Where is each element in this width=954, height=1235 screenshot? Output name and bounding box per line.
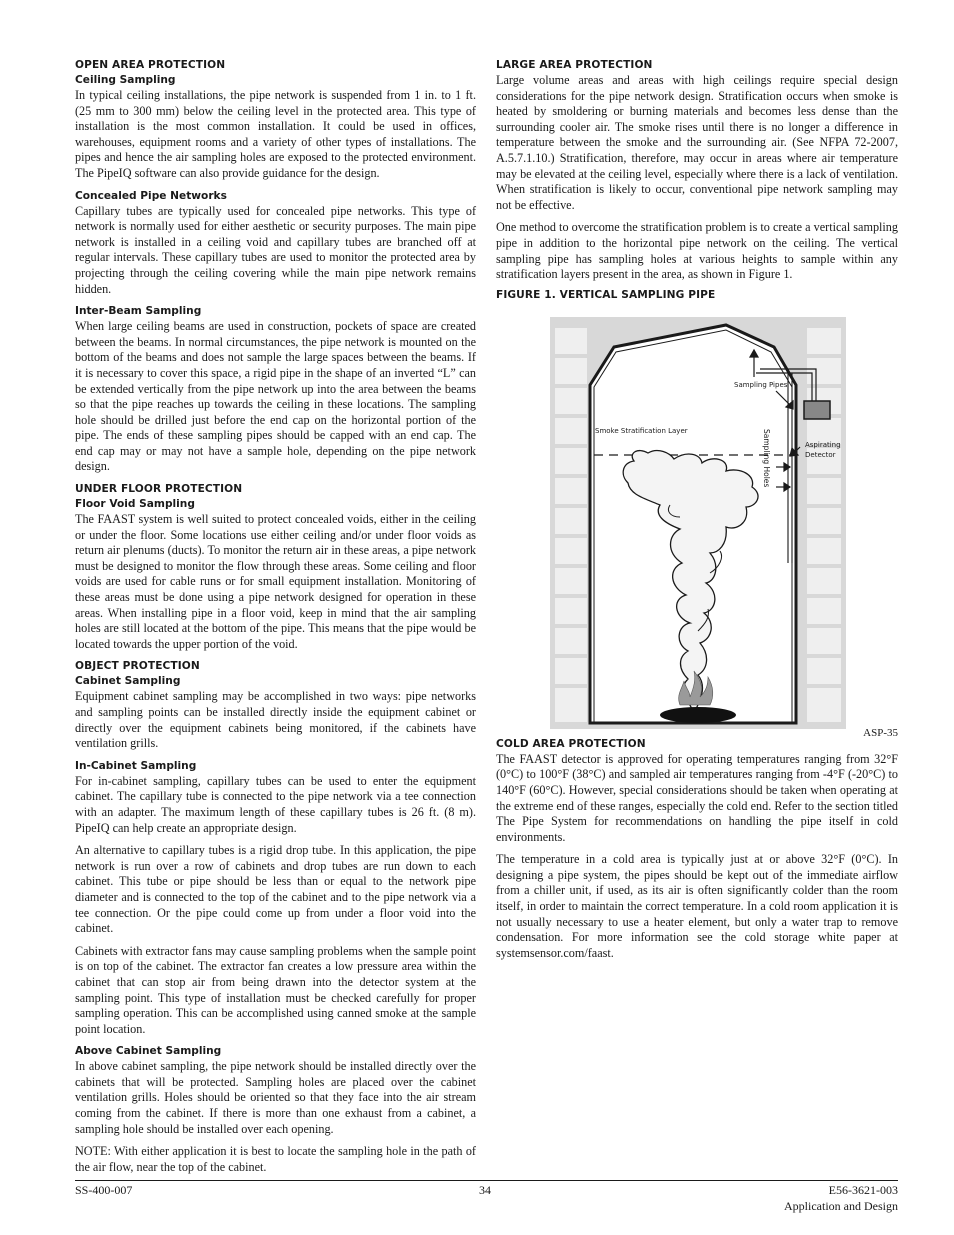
figure-title: FIGURE 1. VERTICAL SAMPLING PIPE	[496, 288, 716, 301]
large-area-text-1: Large volume areas and areas with high ceilings require special design considerations for the pipe network design. Stratification occurs when smoke is heated by smoldering or burning materials and becomes less dense than the surrounding cooler air. The smoke rises until there is no longer a difference in temperature between the smoke and the surrounding air. (See NFPA 72-2007, A.5.7.1.10.) Stratification, therefore, may occur in areas where air temperature may be elevated at the ceiling level, especially where there is a lack of ventilation. When stratification is likely to occur, conventional pipe network sampling may not be effective.	[496, 73, 898, 212]
footer-part-number: E56-3621-003	[828, 1183, 898, 1197]
cold-area-text-1: The FAAST detector is approved for operating temperatures ranging from 32°F (0°C) to 100°F (38°C) and sampled air temperatures ranging from -4°F (-20°C) to 140°F (60°C). However, special considerations should be taken when operating at the extreme end of these ranges, especially the cold end. Refer to the section titled The Pipe System for recommendations on handling the pipe itself in cold environments.	[496, 751, 898, 844]
note-text: NOTE: With either application it is best to locate the sampling hole in the path of the air flow, near the top of the cabinet.	[75, 1144, 476, 1174]
left-wall	[554, 327, 588, 723]
in-cabinet-heading: In-Cabinet Sampling	[75, 759, 197, 772]
above-cabinet-heading: Above Cabinet Sampling	[75, 1045, 222, 1058]
left-column	[75, 58, 476, 1182]
fire-source	[660, 707, 736, 723]
footer-right	[784, 1183, 898, 1214]
footer-section: Application and Design	[784, 1198, 898, 1213]
in-cabinet-text-3: Cabinets with extractor fans may cause sampling problems when the sample point is on top of the cabinet. The extractor fan creates a low pressure area within the cabinet that can stop air from being drawn into the detector system at the sampling point. This type of installation must be checked carefully for proper sampling operation. This can be accomplished using canned smoke at the sample point location.	[75, 943, 476, 1036]
aspirating-detector	[804, 401, 830, 419]
label-detector: Detector	[805, 450, 836, 459]
label-sampling-holes: Sampling Holes	[762, 428, 771, 488]
vertical-sampling-pipe-diagram	[550, 317, 846, 729]
inter-beam-text: When large ceiling beams are used in construction, pockets of space are created between the beams. In normal circumstances, the pipe network is mounted on the bottom of the beams and does not sample the large spaces between the beams. If it is necessary to cover this space, a rigid pipe in the shape of an inverted “L” can be extended vertically from the pipe network up into the area between the beams so that the pipe reaches up towards the ceiling in these locations. The sampling hole should be drilled just before the end cap on the horizontal portion of the pipe. The ends of these sampling pipes should be capped with an end cap. The end cap may or may not have a sample hole, depending on the pipe network design.	[75, 319, 476, 474]
under-floor-heading: UNDER FLOOR PROTECTION	[75, 483, 243, 496]
label-aspirating: Aspirating	[805, 440, 841, 449]
concealed-pipe-text: Capillary tubes are typically used for concealed pipe networks. This type of network is normally used for either aesthetic or security purposes. The main pipe network is installed in a ceiling void and capillary tubes are branched off at regular intervals. These capillary tubes are used to monitor the protected area by projecting through the ceiling covering while the main pipe network remains hidden.	[75, 203, 476, 296]
open-area-heading: OPEN AREA PROTECTION	[75, 59, 226, 71]
inter-beam-heading: Inter-Beam Sampling	[75, 305, 202, 318]
label-sampling-pipes: Sampling Pipes	[734, 380, 788, 389]
large-area-heading: LARGE AREA PROTECTION	[496, 59, 653, 71]
cabinet-sampling-heading: Cabinet Sampling	[75, 675, 181, 688]
footer-rule	[75, 1180, 898, 1181]
footer-doc-number: SS-400-007	[75, 1183, 133, 1197]
cold-area-heading: COLD AREA PROTECTION	[496, 737, 646, 750]
right-column	[496, 58, 898, 968]
floor-void-text: The FAAST system is well suited to protect concealed voids, either in the ceiling or under the floor. Some locations use either ceiling and/or under floor voids as return air plenums (ducts). To monitor the return air in these areas, a pipe network must be designed to monitor the flow through these areas. Some ceiling and floor voids are used for cable runs or for small equipment installation. Monitoring of these areas must be done using a pipe network designed for operation in these areas. When installing pipe in a floor void, keep in mind that the air sampling holes are still located at the bottom of the pipe. This means that the pipe would be located towards the upper portion of the void.	[75, 512, 476, 651]
cabinet-sampling-text: Equipment cabinet sampling may be accomplished in two ways: pipe networks and sampling points can be installed directly inside the equipment cabinet or directly over the equipment cabinets being monitored, if the cabinets have ventilation grills.	[75, 689, 476, 751]
in-cabinet-text-1: For in-cabinet sampling, capillary tubes can be used to enter the equipment cabinet. The capillary tube is connected to the pipe network via a tee connection with an adapter. The maximum length of these capillary tubes is 26 ft. (8 m). PipeIQ can help create an appropriate design.	[75, 773, 476, 835]
floor-void-heading: Floor Void Sampling	[75, 498, 195, 511]
label-stratification: Smoke Stratification Layer	[595, 426, 688, 435]
ceiling-sampling-text: In typical ceiling installations, the pipe network is suspended from 1 in. to 1 ft. (25 mm to 300 mm) below the ceiling level in the protected area. This type of installation is the most common installation. It could be used in offices, warehouses, equipment rooms and a variety of other types of installations. The pipes and hence the air sampling holes are exposed to the protected environment. The PipeIQ software can also provide guidance for the design.	[75, 88, 476, 180]
in-cabinet-text-2: An alternative to capillary tubes is a rigid drop tube. In this application, the pipe network is run over a row of cabinets and drop tubes are run down to each cabinet. This tube or pipe should be less than or equal to the network pipe diameter and is connected to the top of the cabinet and to the pipe network via a tee connection. Or the pipe could come up from under a floor void into the cabinet.	[75, 843, 476, 936]
above-cabinet-text: In above cabinet sampling, the pipe network should be installed directly over the cabinets that will be protected. Sampling holes are placed over the cabinet ventilation grills. Holes should be oriented so that they face into the air stream coming from the cabinet. If there is more than one exhaust from a cabinet, a sampling hole should be installed over each opening.	[75, 1059, 476, 1136]
large-area-text-2: One method to overcome the stratification problem is to create a vertical sampling pipe in addition to the horizontal pipe network on the ceiling. The vertical sampling pipe has sampling holes at various heights to sample within any stratification layers present in the area, as shown in Figure 1.	[496, 220, 898, 282]
figure-vertical-sampling-pipe	[496, 309, 898, 739]
ceiling-sampling-heading: Ceiling Sampling	[75, 74, 176, 86]
figure-code: ASP-35	[863, 726, 898, 739]
footer-page-number: 34	[479, 1183, 491, 1197]
cold-area-text-2: The temperature in a cold area is typically just at or above 32°F (0°C). In designing a pipe system, the pipes should be kept out of the immediate airflow from a chiller unit, if used, as its air is often significantly colder than the room itself, in order to maintain the correct temperature. In a cold room application it is not usually necessary to use a heater element, but only a water trap to remove condensation. For more information see the cold storage white paper at systemsensor.com/faast.	[496, 852, 898, 960]
concealed-pipe-heading: Concealed Pipe Networks	[75, 189, 227, 202]
object-protection-heading: OBJECT PROTECTION	[75, 660, 200, 673]
